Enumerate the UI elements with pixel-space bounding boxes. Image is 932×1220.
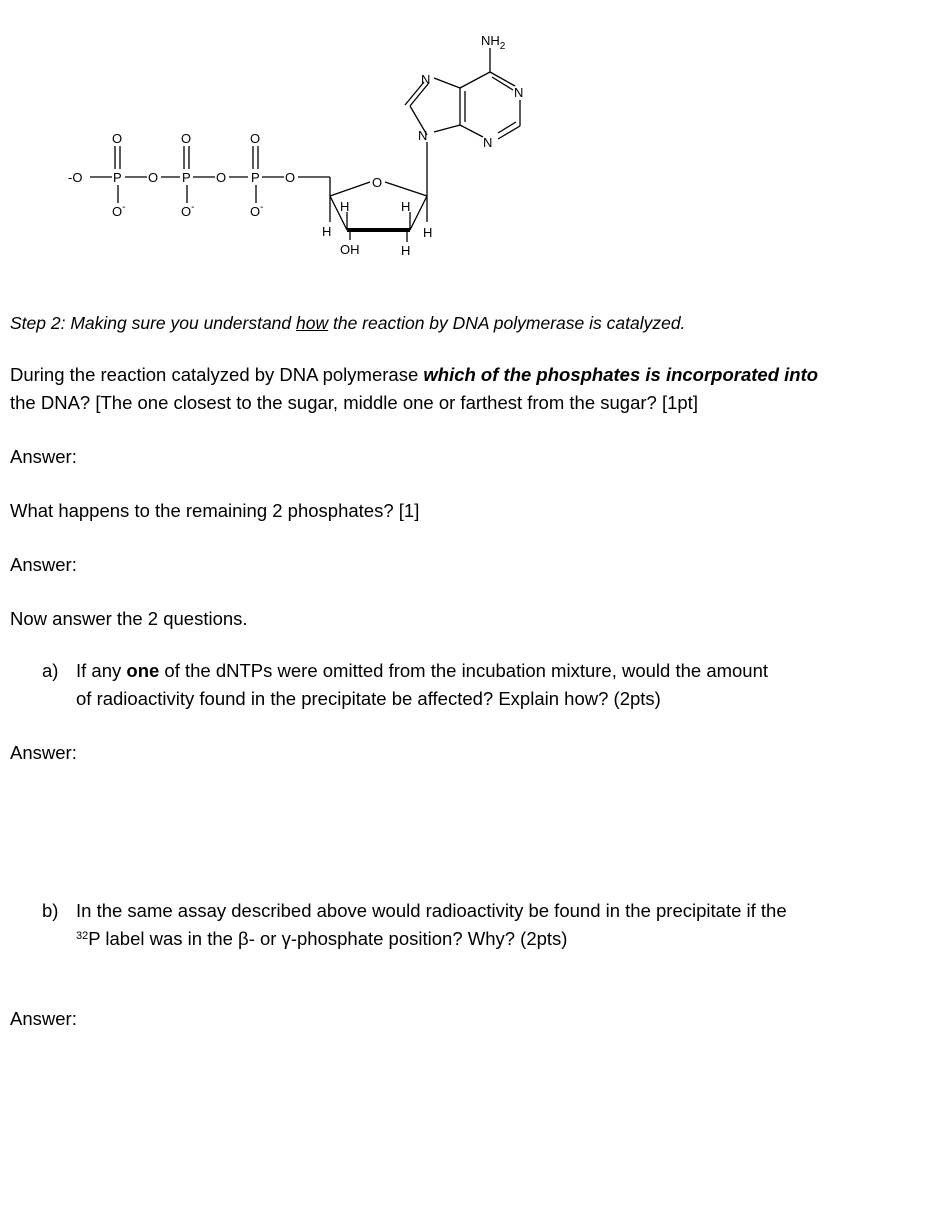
adenine-n7-label: N bbox=[421, 72, 431, 87]
bridge-oxygen-3-label: O bbox=[285, 170, 296, 185]
question-1-emphasis: which of the phosphates is incorporated into bbox=[423, 364, 819, 385]
phosphorus-alpha-label: P bbox=[251, 170, 260, 185]
isotope-superscript: 32 bbox=[76, 930, 89, 942]
step-2-underlined: how bbox=[296, 313, 329, 333]
answer-label-3: Answer: bbox=[10, 742, 77, 763]
terminal-o-minus-label: -O bbox=[68, 170, 83, 185]
question-a-line-1 bbox=[76, 657, 768, 685]
answer-label-2: Answer: bbox=[10, 554, 77, 575]
svg-text:NH2 bbox=[481, 33, 506, 52]
o-ionized-alpha-label: O bbox=[250, 204, 261, 219]
svg-text:-O bbox=[68, 170, 82, 185]
question-b-marker: b) bbox=[42, 900, 59, 921]
bridge-oxygen-2-label: O bbox=[216, 170, 227, 185]
sugar-h-4-label: H bbox=[423, 225, 433, 240]
sugar-h-5-label: H bbox=[401, 243, 411, 258]
minus-alpha-label: - bbox=[260, 202, 264, 213]
sugar-oh-label: OH bbox=[340, 242, 360, 257]
oxygen-alpha-label: O bbox=[250, 131, 261, 146]
minus-beta-label: - bbox=[191, 202, 195, 213]
sugar-h-1-label: H bbox=[340, 199, 350, 214]
question-a-post: of the dNTPs were omitted from the incubation mixture, would the amount bbox=[159, 660, 769, 681]
adenine-n1-label: N bbox=[514, 85, 524, 100]
minus-gamma-label: - bbox=[122, 202, 126, 213]
step-2-heading bbox=[10, 309, 685, 337]
step-2-pre: Step 2: Making sure you understand bbox=[10, 313, 297, 333]
question-a-line-2: of radioactivity found in the precipitate be affected? Explain how? (2pts) bbox=[76, 688, 661, 709]
question-b-line-1: In the same assay described above would radioactivity be found in the precipitate if the bbox=[76, 900, 787, 921]
ring-oxygen-label: O bbox=[372, 175, 383, 190]
sugar-h-2-label: H bbox=[401, 199, 411, 214]
phosphorus-beta-label: P bbox=[182, 170, 191, 185]
o-ionized-gamma-label: O bbox=[112, 204, 123, 219]
question-b-line-2-text: P label was in the β- or γ-phosphate position? Why? (2pts) bbox=[88, 928, 568, 949]
answer-label-1: Answer: bbox=[10, 446, 77, 467]
step-2-post: the reaction by DNA polymerase is catalyzed. bbox=[328, 313, 686, 333]
nh2-label: NH bbox=[481, 33, 500, 48]
intro-text: Now answer the 2 questions. bbox=[10, 608, 248, 629]
adenine-n9-label: N bbox=[418, 128, 428, 143]
sugar-h-3-label: H bbox=[322, 224, 332, 239]
question-a-pre: If any bbox=[76, 660, 127, 681]
question-b-line-2 bbox=[76, 925, 567, 953]
answer-label-4: Answer: bbox=[10, 1008, 77, 1029]
question-1-pre: During the reaction catalyzed by DNA polymerase bbox=[10, 364, 424, 385]
question-2: What happens to the remaining 2 phosphates? [1] bbox=[10, 500, 420, 521]
question-1-line-2: the DNA? [The one closest to the sugar, middle one or farthest from the sugar? [1pt] bbox=[10, 392, 698, 413]
nh2-subscript: 2 bbox=[499, 41, 506, 52]
phosphorus-gamma-label: P bbox=[113, 170, 122, 185]
svg-text:O- bbox=[250, 202, 263, 219]
adenine-n3-label: N bbox=[483, 135, 493, 150]
svg-text:O- bbox=[181, 202, 194, 219]
oxygen-beta-label: O bbox=[181, 131, 192, 146]
svg-text:O- bbox=[112, 202, 125, 219]
oxygen-gamma-label: O bbox=[112, 131, 123, 146]
o-ionized-beta-label: O bbox=[181, 204, 192, 219]
bridge-oxygen-1-label: O bbox=[148, 170, 159, 185]
question-1-line-1 bbox=[10, 361, 818, 389]
question-a-bold: one bbox=[126, 660, 160, 681]
datp-structure-diagram bbox=[60, 20, 560, 270]
question-a-marker: a) bbox=[42, 660, 59, 681]
